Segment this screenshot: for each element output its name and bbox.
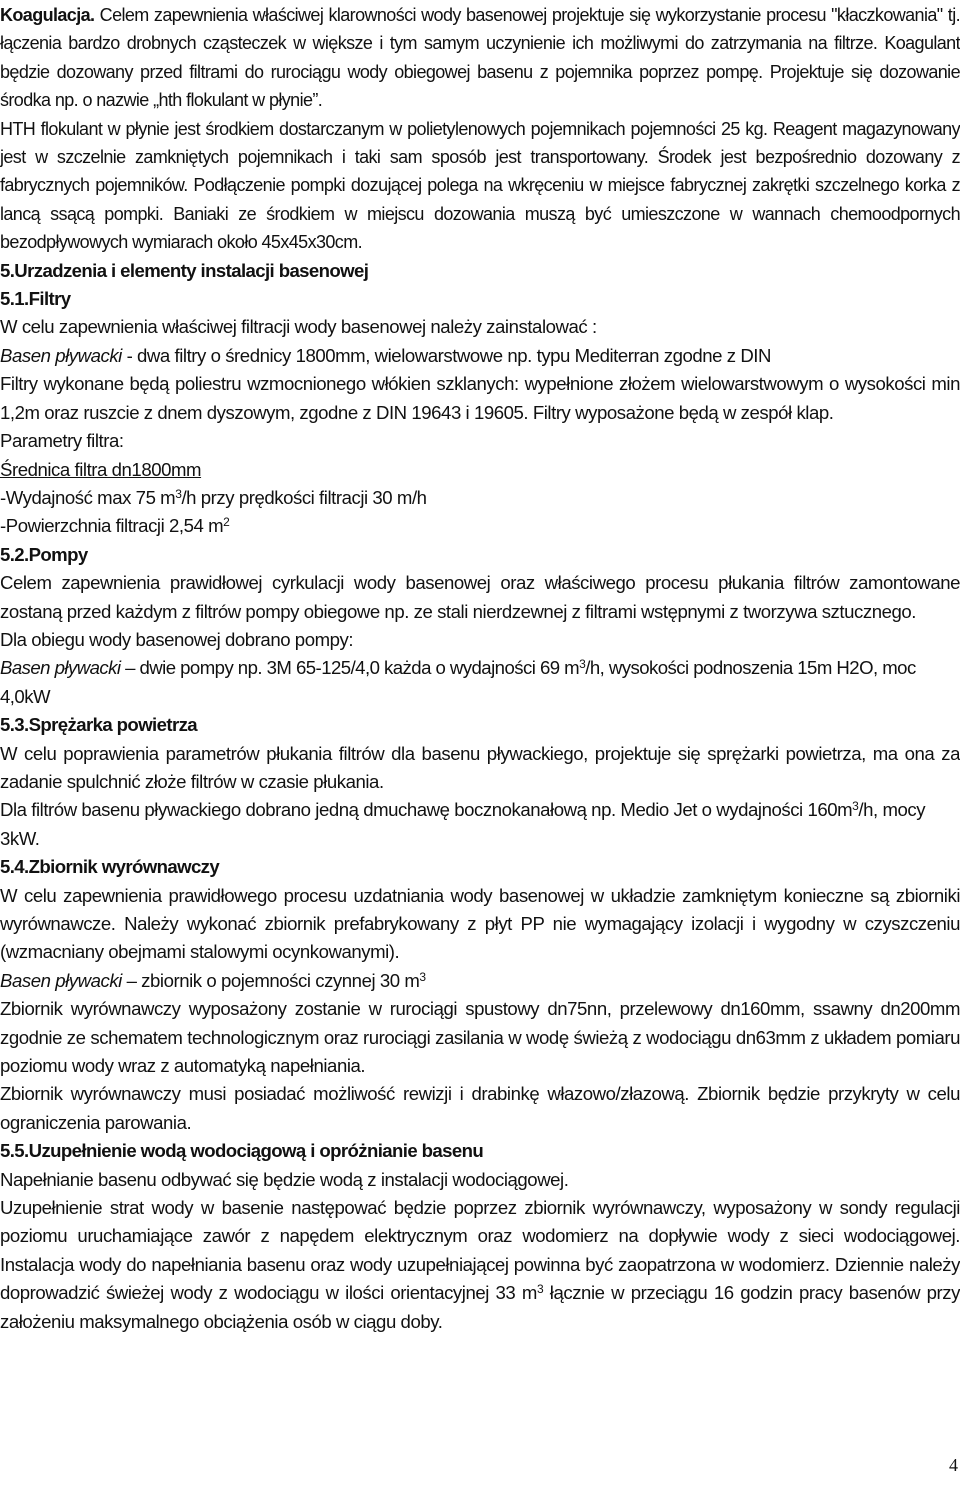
tank-pool-text: – zbiornik o pojemności czynnej 30 m	[121, 969, 420, 991]
pumps-pool-sup: 3	[579, 657, 586, 672]
blower-paragraph	[0, 796, 960, 853]
filter-capacity-rest: /h przy prędkości filtracji 30 m/h	[181, 486, 427, 508]
pumps-pool-line	[0, 654, 960, 711]
filter-area-text: -Powierzchnia filtracji 2,54 m	[0, 515, 224, 537]
pool-label: Basen pływacki	[0, 969, 122, 991]
filters-pool-text: - dwa filtry o średnicy 1800mm, wielowarstwowe np. typu Mediterran zgodne z DIN	[121, 344, 772, 366]
coagulation-text: Celem zapewnienia właściwej klarowności wody basenowej projektuje się wykorzystanie procesu "kłaczkowania" tj. łączenia bardzo drobnych cząsteczek w większe i tym samym uczynienie ich możliwymi do zatrzymania na filtrze. Koagulant będzie dozowany przed filtrami do rurociągu wody obiegowej basenu z pojemnika poprzez pompę. Projektuje się dozowanie środka np. o nazwie „hth flokulant w płynie”.	[0, 5, 960, 111]
filter-area	[0, 512, 960, 540]
tank-paragraph: W celu zapewnienia prawidłowego procesu uzdatniania wody basenowej w układzie zamkniętym konieczne są zbiorniki wyrównawcze. Należy wykonać zbiornik prefabrykowany z płyt PP nie wymagający izolacji i wygodny w czyszczeniu (wzmacniany obejmami stalowymi ocynkowanymi).	[0, 884, 960, 963]
tank-pool-line	[0, 967, 960, 995]
compressor-paragraph: W celu poprawienia parametrów płukania filtrów dla basenu pływackiego, projektuje się sprężarki powietrza, ma ona za zadanie spulchnić złoże filtrów w czasie płukania.	[0, 742, 960, 792]
coagulation-paragraph	[0, 0, 960, 115]
blower-rest: /h, mocy 3kW.	[0, 799, 926, 849]
filter-area-sup: 2	[223, 515, 230, 530]
section-5-heading: 5.Urzadzenia i elementy instalacji basenowej	[0, 259, 369, 281]
pumps-paragraph: Celem zapewnienia prawidłowej cyrkulacji wody basenowej oraz właściwego procesu płukania filtrów zamontowane zostaną przed każdym z filtrów pompy obiegowe np. ze stali nierdzewnej z filtrami wstępnymi z tworzywa sztucznego.	[0, 572, 960, 622]
filter-capacity	[0, 484, 960, 512]
section-5-5-heading: 5.5.Uzupełnienie wodą wodociągową i opróżnianie basenu	[0, 1140, 484, 1162]
pumps-pool-text: – dwie pompy np. 3M 65-125/4,0 każda o wydajności 69 m	[120, 657, 580, 679]
blower-sup: 3	[852, 799, 859, 814]
section-5-1-heading: 5.1.Filtry	[0, 288, 71, 310]
filter-diameter	[0, 456, 960, 484]
refill-rest: łącznie w przeciągu 16 godzin pracy basenów przy założeniu maksymalnego obciążenia osób w ciągu doby.	[0, 1282, 960, 1332]
filling-paragraph: Napełnianie basenu odbywać się będzie wodą z instalacji wodociągowej.	[0, 1168, 569, 1190]
refill-paragraph	[0, 1194, 960, 1336]
pool-label: Basen pływacki	[0, 657, 121, 679]
tank-inspection-paragraph: Zbiornik wyrównawczy musi posiadać możliwość rewizji i drabinkę włazowo/złazową. Zbiornik będzie przykryty w celu ograniczenia parowania.	[0, 1083, 960, 1133]
refill-text: Uzupełnienie strat wody w basenie następować będzie poprzez zbiornik wyrównawczy, wyposażony w sondy regulacji poziomu uruchamiające zawór z napędem elektrycznym oraz wodomierz na dopływie wody z sieci wodociągowej. Instalacja wody do napełniania basenu oraz wody uzupełniającej powinna być zaopatrzona w wodomierz. Dziennie należy doprowadzić świeżej wody z wodociągu w ilości orientacyjnej 33 m	[0, 1197, 960, 1304]
filter-parameters-label: Parametry filtra:	[0, 430, 124, 452]
tank-piping-paragraph: Zbiornik wyrównawczy wyposażony zostanie w rurociągi spustowy dn75nn, przelewowy dn160mm, ssawny dn200mm zgodnie ze schematem technologicznym oraz rurociągi zasilania w wodę świeżą z wodociągu dn63mm z układem pomiaru poziomu wody wraz z automatyką napełniania.	[0, 998, 960, 1077]
filter-capacity-text: -Wydajność max 75 m	[0, 486, 176, 508]
hth-paragraph: HTH flokulant w płynie jest środkiem dostarczanym w polietylenowych pojemnikach pojemności 25 kg. Reagent magazynowany jest w szczelnie zamkniętych pojemnikach i taki sam sposób jest transportowany. Środek jest bezpośrednio dozowany z fabrycznych pojemników. Podłączenie pompki dozującej polega na wkręceniu w miejsce fabrycznej zakrętki szczelnego korka z lancą ssącą pompki. Baniaki ze środkiem w miejscu dozowania muszą być umieszczone w wannach chemoodpornych bezodpływowych wymiarach około 45x45x30cm.	[0, 118, 960, 253]
filters-pool-line	[0, 342, 960, 370]
tank-pool-sup: 3	[419, 969, 426, 984]
pool-label: Basen pływacki	[0, 344, 122, 366]
filters-description: Filtry wykonane będą poliestru wzmocnionego włókien szklanych: wypełnione złożem wielowarstwowym o wysokości min 1,2m oraz ruszcie z dnem dyszowym, zgodne z DIN 19643 i 19605. Filtry wyposażone będą w zespół klap.	[0, 373, 960, 423]
blower-text: Dla filtrów basenu pływackiego dobrano jedną dmuchawę bocznokanałową np. Medio Jet o wydajności 160m	[0, 799, 853, 821]
section-5-3-heading: 5.3.Sprężarka powietrza	[0, 714, 198, 736]
coagulation-heading: Koagulacja.	[0, 5, 95, 25]
filter-capacity-sup: 3	[175, 486, 182, 501]
section-5-2-heading: 5.2.Pompy	[0, 543, 88, 565]
filter-diameter-text: Średnica filtra dn1800mm	[0, 458, 202, 480]
page-number: 4	[949, 1455, 958, 1475]
pumps-selection: Dla obiegu wody basenowej dobrano pompy:	[0, 628, 354, 650]
filters-intro: W celu zapewnienia właściwej filtracji wody basenowej należy zainstalować :	[0, 316, 597, 338]
section-5-4-heading: 5.4.Zbiornik wyrównawczy	[0, 856, 220, 878]
refill-sup: 3	[536, 1282, 544, 1297]
pumps-pool-rest: /h, wysokości podnoszenia 15m H2O, moc 4,0kW	[0, 657, 916, 707]
